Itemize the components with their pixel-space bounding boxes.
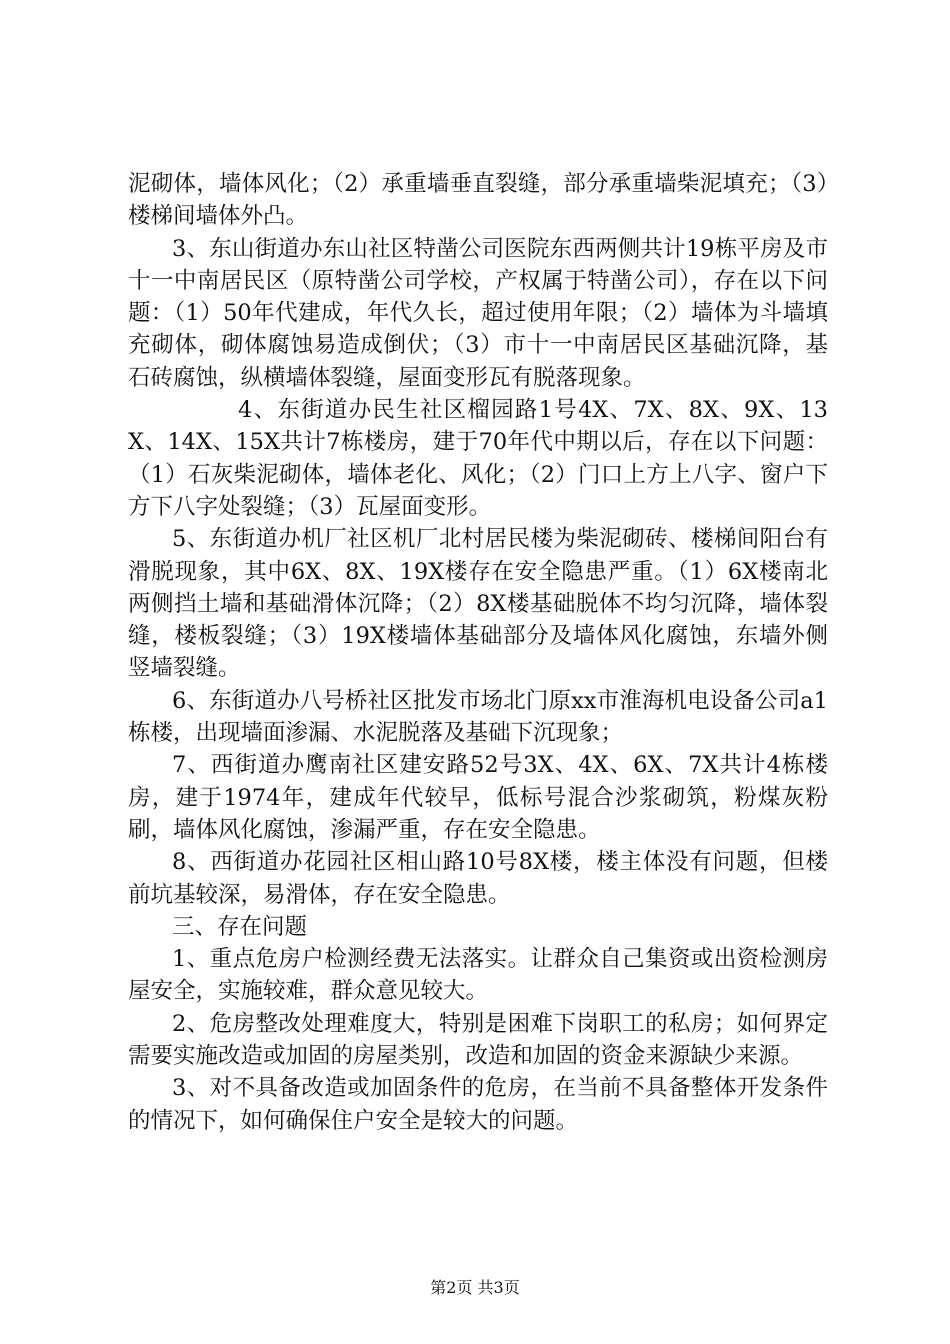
document-body bbox=[128, 168, 828, 1137]
paragraph-problem-3: 3、对不具备改造或加固条件的危房，在当前不具备整体开发条件的情况下，如何确保住户安全是较大的问题。 bbox=[128, 1075, 828, 1134]
paragraph-item-5: 5、东街道办机厂社区机厂北村居民楼为柴泥砌砖、楼梯间阳台有滑脱现象，其中6X、8X、19X楼存在安全隐患严重。（1）6X楼南北两侧挡土墙和基础滑体沉降；（2）8X楼基础脱体不均匀沉降，墙体裂缝，楼板裂缝；（3）19X楼墙体基础部分及墙体风化腐蚀，东墙外侧竖墙裂缝。 bbox=[128, 526, 828, 682]
paragraph-continuation: 泥砌体，墙体风化；（2）承重墙垂直裂缝，部分承重墙柴泥填充；（3）楼梯间墙体外凸。 bbox=[128, 171, 828, 230]
paragraph-item-3: 3、东山街道办东山社区特凿公司医院东西两侧共计19栋平房及市十一中南居民区（原特凿公司学校，产权属于特凿公司），存在以下问题：（1）50年代建成，年代久长，超过使用年限；（2）墙体为斗墙填充砌体，砌体腐蚀易造成倒伏；（3）市十一中南居民区基础沉降，基石砖腐蚀，纵横墙体裂缝，屋面变形瓦有脱落现象。 bbox=[128, 235, 828, 391]
paragraph-problem-1: 1、重点危房户检测经费无法落实。让群众自己集资或出资检测房屋安全，实施较难，群众意见较大。 bbox=[128, 946, 828, 1005]
page-footer: 第2页 共3页 bbox=[430, 1278, 520, 1297]
paragraph-item-8: 8、西街道办花园社区相山路10号8X楼，楼主体没有问题，但楼前坑基较深，易滑体，存在安全隐患。 bbox=[128, 849, 828, 908]
section-heading-problems: 三、存在问题 bbox=[172, 913, 308, 940]
paragraph-item-7: 7、西街道办鹰南社区建安路52号3X、4X、6X、7X共计4栋楼房，建于1974年，建成年代较早，低标号混合沙浆砌筑，粉煤灰粉刷，墙体风化腐蚀，渗漏严重，存在安全隐患。 bbox=[128, 752, 828, 843]
paragraph-item-4: 4、东街道办民生社区榴园路1号4X、7X、8X、9X、13X、14X、15X共计7栋楼房，建于70年代中期以后，存在以下问题：（1）石灰柴泥砌体，墙体老化、风化；（2）门口上方上八字、窗户下方下八字处裂缝；（3）瓦屋面变形。 bbox=[128, 397, 828, 520]
paragraph-problem-2: 2、危房整改处理难度大，特别是困难下岗职工的私房；如何界定需要实施改造或加固的房屋类别，改造和加固的资金来源缺少来源。 bbox=[128, 1010, 828, 1070]
paragraph-item-6: 6、东街道办八号桥社区批发市场北门原xx市淮海机电设备公司a1栋楼，出现墙面渗漏、水泥脱落及基础下沉现象； bbox=[128, 687, 828, 747]
